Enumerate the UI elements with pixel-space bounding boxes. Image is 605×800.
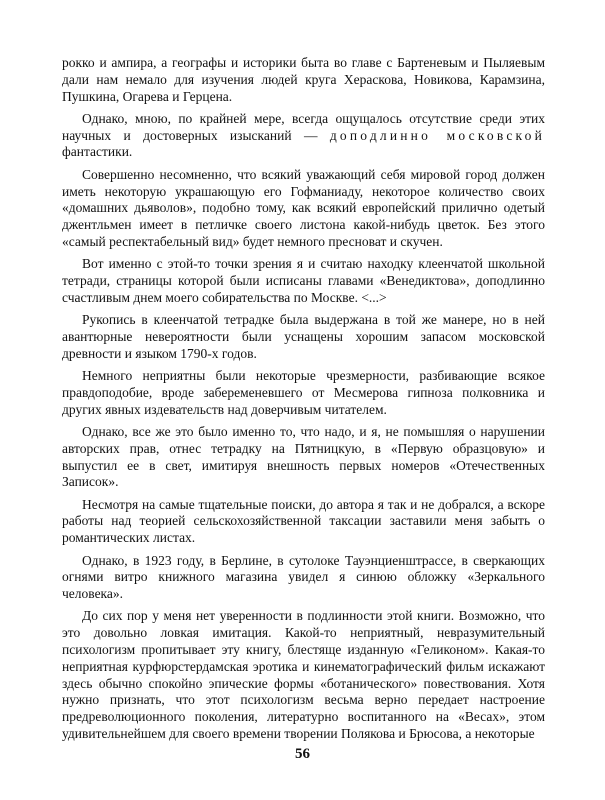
paragraph-9: Однако, в 1923 году, в Берлине, в сутолоке Тауэнциенштрассе, в сверкающих огнями витро книжного магазина увидел я синюю обложку «Зеркального человека». — [62, 552, 545, 602]
page-body — [62, 55, 545, 748]
paragraph-10: До сих пор у меня нет уверенности в подлинности этой книги. Возможно, что это довольно ловкая имитация. Какой-то неприятный, невразумительный психологизм пропитывает эту книгу, блестяще изданную «Геликоном». Какая-то неприятная курфюрстердамская эротика и кинематографический фильм искажают здесь обычно спокойно эпические формы «ботанического» повествования. Хотя нужно признать, что этот психологизм весьма верно передает настроение предреволюционного поколения, литературно воспитанного на «Весах», этом удивительнейшем для своего времени творении Полякова и Брюсова, а некоторые — [62, 608, 545, 741]
paragraph-2-emphasis: доподлинно московской — [329, 127, 545, 143]
paragraph-7: Однако, все же это было именно то, что надо, и я, не помышляя о нарушении авторских прав, отнес тетрадку на Пятницкую, в «Первую образцовую» и выпустил ее в свет, имитируя внешность первых номеров «Отечественных Записок». — [62, 423, 545, 490]
paragraph-6: Немного неприятны были некоторые чрезмерности, разбивающие всякое правдоподобие, вроде забеременевшего от Месмерова гипноза полковника и других явных издевательств над доверчивым читателем. — [62, 368, 545, 417]
paragraph-4: Вот именно с этой-то точки зрения я и считаю находку клеенчатой школьной тетради, страницы которой были исписаны главами «Венедиктова», доподлинно счастливым днем моего собирательства по Москве. <...> — [62, 256, 545, 305]
paragraph-3: Совершенно несомненно, что всякий уважающий себя мировой город должен иметь некоторую украшающую его Гофманиаду, некоторое количество своих «домашних дьяволов», подобно тому, как всякий европейский прилично одетый джентльмен имеет в петличке своего листона какой-нибудь цветок. Без этого «самый респектабельный вид» будет немного пресноват и скучен. — [62, 166, 545, 249]
paragraph-2-text: Однако, мною, по крайней мере, всегда ощущалось отсутствие среди этих научных и достоверных изысканий — — [62, 110, 545, 143]
paragraph-8: Несмотря на самые тщательные поиски, до автора я так и не добрался, а вскоре работы над теорией сельскохозяйственной таксации заставили меня забыть о романтических листах. — [62, 496, 545, 546]
page-number: 56 — [295, 746, 310, 762]
paragraph-5: Рукопись в клеенчатой тетрадке была выдержана в той же манере, но в ней авантюрные невероятности были уснащены хорошим запасом московской древности и языком 1790-х годов. — [62, 312, 545, 361]
paragraph-1: рокко и ампира, а географы и историки быта во главе с Бартеневым и Пыляевым дали нам немало для изучения людей круга Хераскова, Новикова, Карамзина, Пушкина, Огарева и Герцена. — [62, 55, 545, 104]
paragraph-2-tail: фантастики. — [62, 144, 133, 160]
paragraph-2 — [62, 111, 545, 161]
